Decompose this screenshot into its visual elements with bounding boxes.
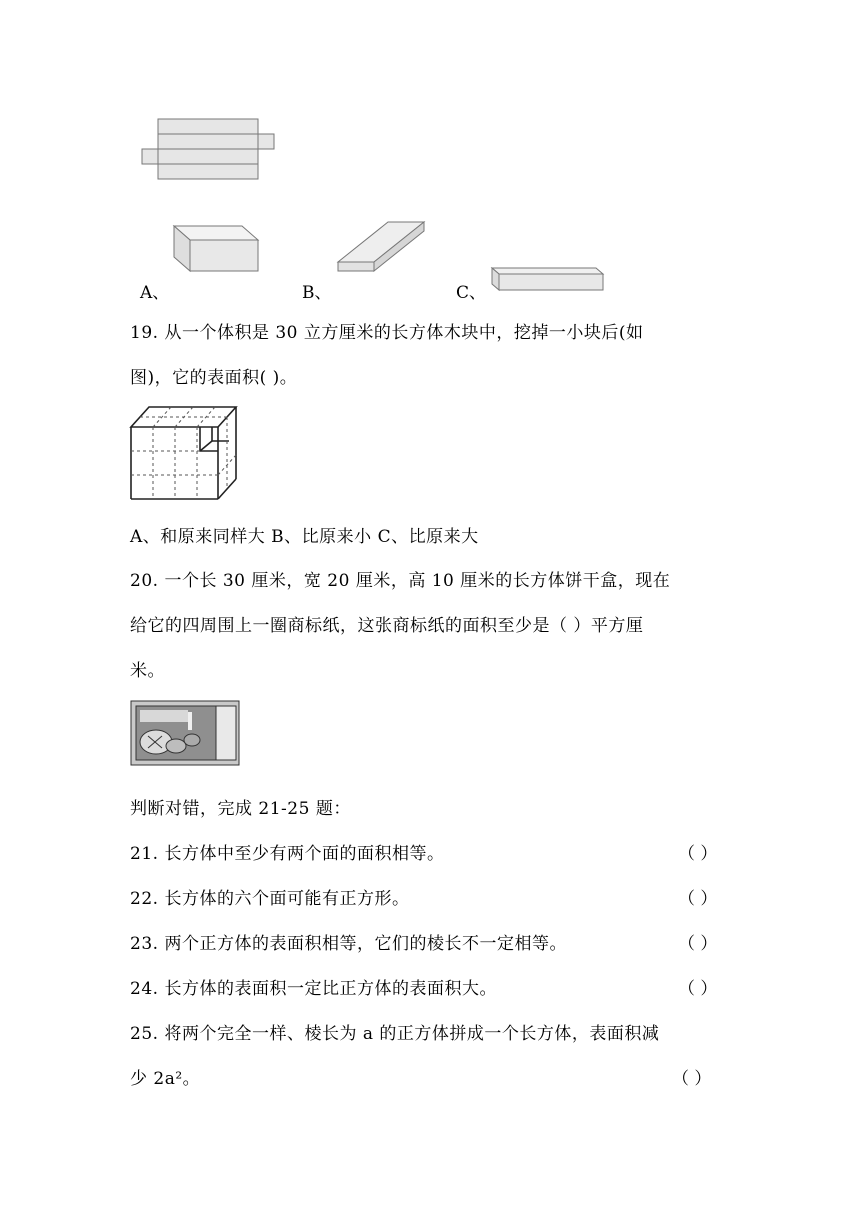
judgment-21-text: 21. 长方体中至少有两个面的面积相等。 [130, 844, 445, 864]
option-c-label: C、 [456, 283, 487, 303]
option-a-cuboid-figure [170, 222, 270, 278]
judgment-25-answer-blank[interactable]: （ ） [672, 1069, 712, 1089]
judgment-21-answer-blank[interactable]: （ ） [678, 844, 718, 864]
option-b-plank-figure [336, 218, 436, 274]
judgment-22-text: 22. 长方体的六个面可能有正方形。 [130, 889, 410, 909]
judgment-23-answer-blank[interactable]: （ ） [678, 934, 718, 954]
question-20-line-3: 米。 [130, 661, 165, 681]
judgment-23-text: 23. 两个正方体的表面积相等，它们的棱长不一定相等。 [130, 934, 567, 954]
question-20-line-1: 20. 一个长 30 厘米，宽 20 厘米，高 10 厘米的长方体饼干盒，现在 [130, 571, 671, 591]
question-20-line-2: 给它的四周围上一圈商标纸，这张商标纸的面积至少是（ ）平方厘 [130, 616, 644, 636]
cuboid-with-notch-figure [128, 404, 240, 502]
judgment-22-answer-blank[interactable]: （ ） [678, 889, 718, 909]
section-title: 判断对错，完成 21-25 题： [130, 799, 351, 819]
option-c-bar-figure [488, 264, 606, 292]
judgment-25-line-2: 少 2a²。 [130, 1069, 201, 1089]
biscuit-box-figure [130, 700, 242, 768]
question-19-line-1: 19. 从一个体积是 30 立方厘米的长方体木块中，挖掉一小块后(如 [130, 323, 644, 343]
judgment-25-line-1: 25. 将两个完全一样、棱长为 a 的正方体拼成一个长方体，表面积减 [130, 1024, 660, 1044]
judgment-24-answer-blank[interactable]: （ ） [678, 979, 718, 999]
option-b-label: B、 [302, 283, 332, 303]
question-19-line-2: 图)，它的表面积( )。 [130, 368, 298, 388]
judgment-24-text: 24. 长方体的表面积一定比正方体的表面积大。 [130, 979, 497, 999]
question-19-options: A、和原来同样大 B、比原来小 C、比原来大 [130, 527, 479, 547]
option-a-label: A、 [140, 283, 170, 303]
cuboid-net-figure [140, 116, 280, 182]
